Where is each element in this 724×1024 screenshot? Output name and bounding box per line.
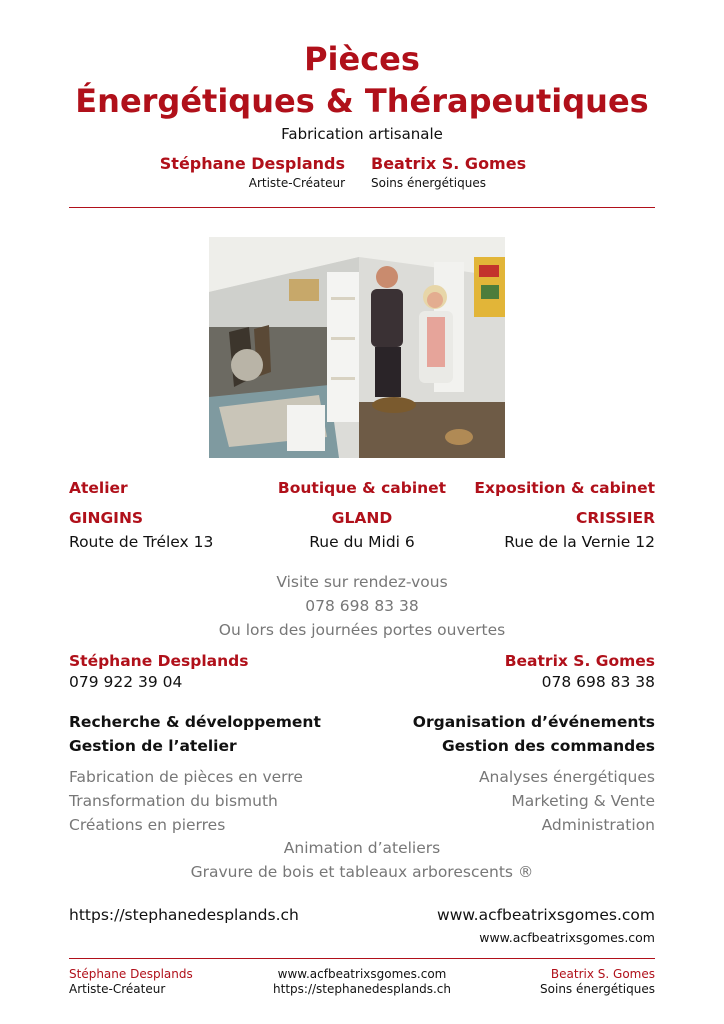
- task-right-2: Marketing & Vente: [511, 792, 655, 810]
- footer-center-website-2[interactable]: https://stephanedesplands.ch: [273, 982, 451, 996]
- responsibility-left-2: Gestion de l’atelier: [69, 737, 237, 755]
- task-left-3: Créations en pierres: [69, 816, 226, 834]
- header-person-2-name: Beatrix S. Gomes: [371, 154, 527, 173]
- footer-right-name: Beatrix S. Gomes: [550, 967, 655, 981]
- contact-right-phone: 078 698 83 38: [541, 673, 655, 691]
- location-2-heading: Boutique & cabinet: [277, 479, 447, 497]
- responsibility-right-1: Organisation d’événements: [412, 713, 655, 731]
- task-left-2: Transformation du bismuth: [69, 792, 278, 810]
- location-2-city: GLAND: [331, 509, 393, 527]
- footer-divider: [69, 958, 655, 959]
- responsibility-right-2: Gestion des commandes: [442, 737, 655, 755]
- header-person-1-role: Artiste-Créateur: [248, 176, 345, 190]
- visit-open-days: Ou lors des journées portes ouvertes: [218, 621, 506, 639]
- visit-phone: 078 698 83 38: [305, 597, 419, 615]
- website-right-link-small[interactable]: www.acfbeatrixsgomes.com: [479, 930, 655, 945]
- location-1-heading: Atelier: [69, 479, 128, 497]
- website-right-link[interactable]: www.acfbeatrixsgomes.com: [437, 906, 655, 924]
- task-right-3: Administration: [541, 816, 655, 834]
- location-1-city: GINGINS: [69, 509, 144, 527]
- website-left-link[interactable]: https://stephanedesplands.ch: [69, 906, 299, 924]
- contact-left-phone: 079 922 39 04: [69, 673, 183, 691]
- title-line-1: Pièces: [304, 40, 420, 78]
- responsibility-left-1: Recherche & développement: [69, 713, 321, 731]
- footer-left-name: Stéphane Desplands: [69, 967, 193, 981]
- footer-right-role: Soins énergétiques: [540, 982, 655, 996]
- header-person-2-role: Soins énergétiques: [371, 176, 486, 190]
- task-shared-2: Gravure de bois et tableaux arborescents ®: [190, 863, 534, 881]
- header-person-1-name: Stéphane Desplands: [159, 154, 345, 173]
- location-2-address: Rue du Midi 6: [309, 533, 415, 551]
- location-3-heading: Exposition & cabinet: [474, 479, 655, 497]
- booth-photo: [209, 237, 505, 458]
- booth-photo-illustration: [209, 237, 505, 458]
- task-shared-1: Animation d’ateliers: [283, 839, 441, 857]
- task-right-1: Analyses énergétiques: [478, 768, 655, 786]
- footer-left-role: Artiste-Créateur: [69, 982, 166, 996]
- title-line-2: Énergétiques & Thérapeutiques: [75, 82, 649, 120]
- location-3-city: CRISSIER: [576, 509, 655, 527]
- contact-left-name: Stéphane Desplands: [69, 652, 249, 670]
- task-left-1: Fabrication de pièces en verre: [69, 768, 303, 786]
- subtitle: Fabrication artisanale: [281, 125, 443, 143]
- visit-appointment: Visite sur rendez-vous: [276, 573, 448, 591]
- footer-center-website-1[interactable]: www.acfbeatrixsgomes.com: [277, 967, 447, 981]
- location-3-address: Rue de la Vernie 12: [504, 533, 655, 551]
- location-1-address: Route de Trélex 13: [69, 533, 214, 551]
- contact-right-name: Beatrix S. Gomes: [504, 652, 655, 670]
- header-divider: [69, 207, 655, 208]
